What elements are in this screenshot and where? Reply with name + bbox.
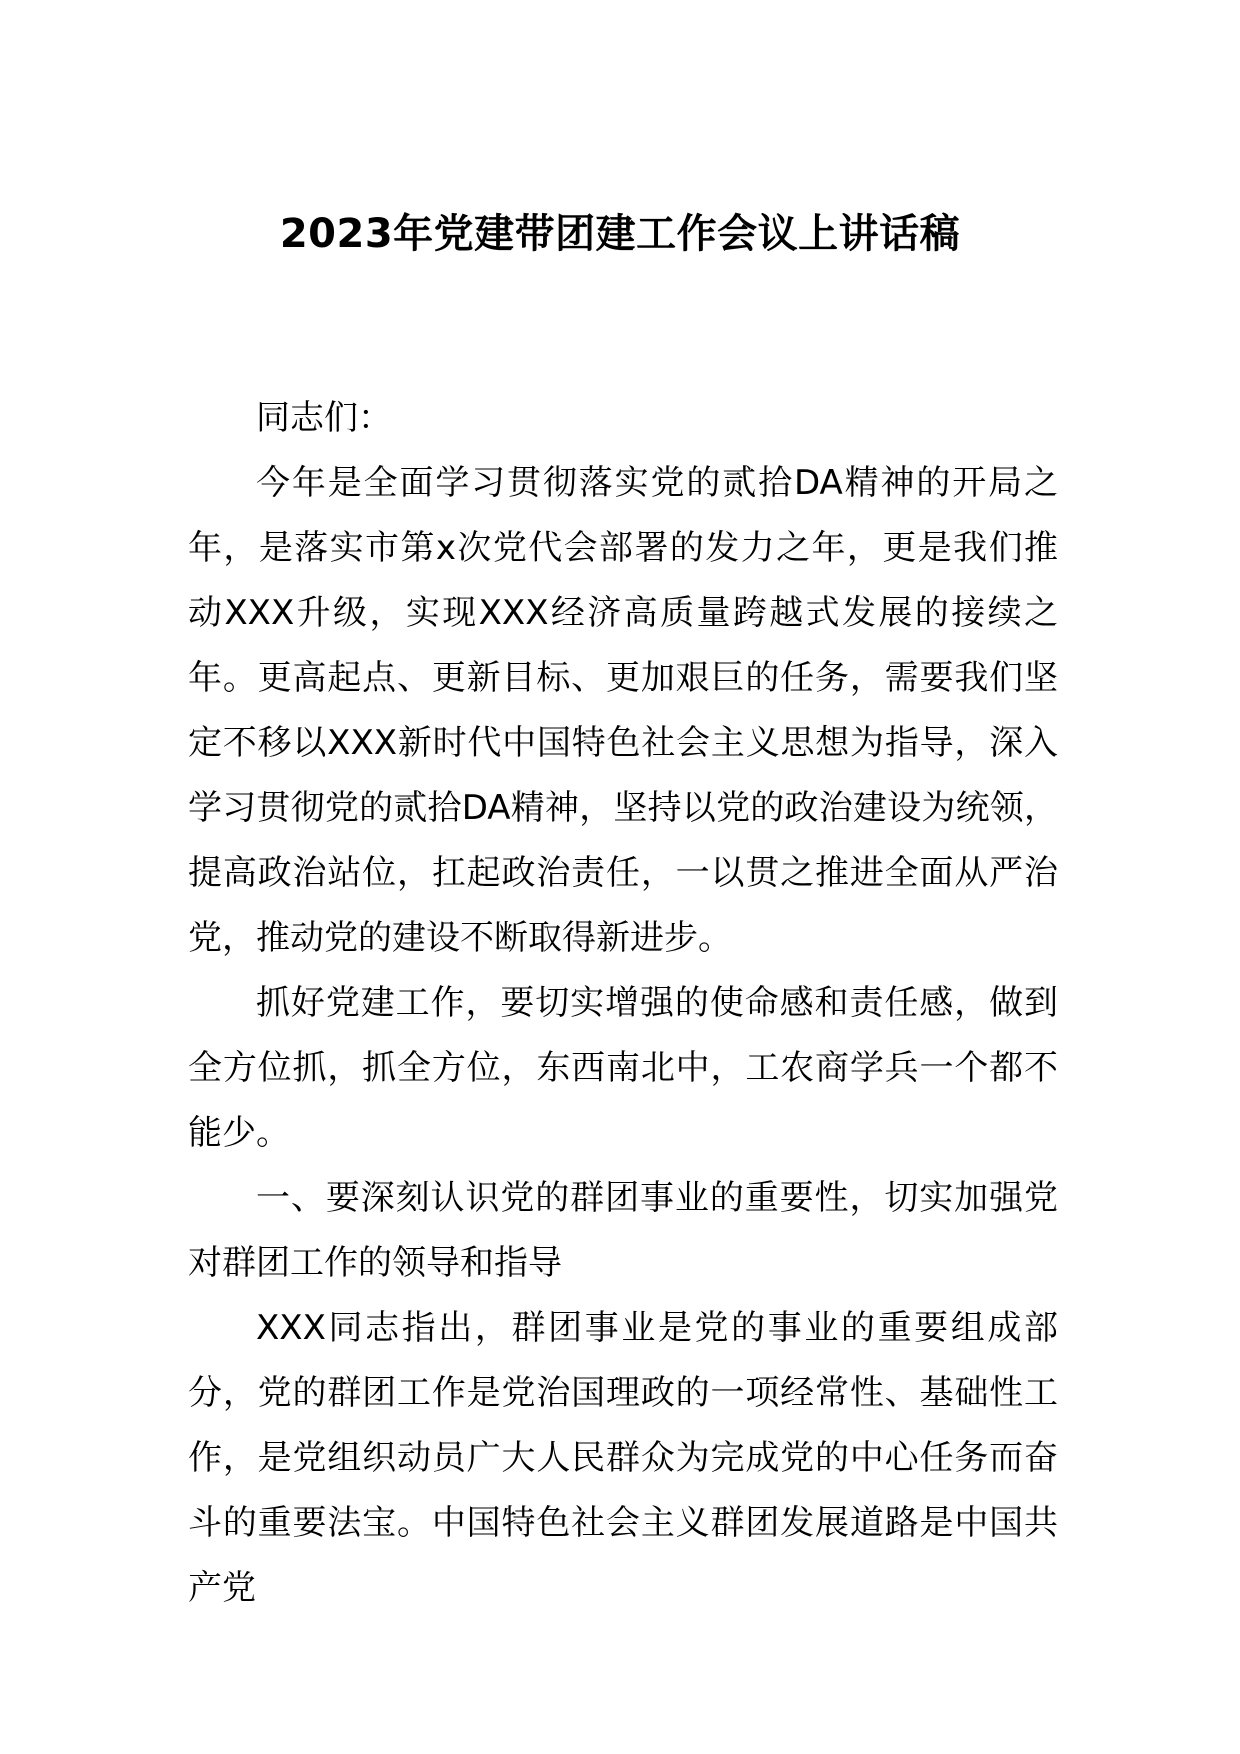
salutation: 同志们： — [256, 398, 392, 438]
document-title: 2023年党建带团建工作会议上讲话稿 — [279, 211, 961, 257]
document-body — [188, 386, 1058, 1621]
paragraph-2: 抓好党建工作，要切实增强的使命感和责任感，做到全方位抓，抓全方位，东西南北中，工农商学兵一个都不能少。 — [188, 983, 1058, 1153]
section-heading-1: 一、要深刻认识党的群团事业的重要性，切实加强党对群团工作的领导和指导 — [188, 1178, 1058, 1283]
paragraph-1: 今年是全面学习贯彻落实党的贰拾DA精神的开局之年，是落实市第x次党代会部署的发力之年，更是我们推动XXX升级，实现XXX经济高质量跨越式发展的接续之年。更高起点、更新目标、更加艰巨的任务，需要我们坚定不移以XXX新时代中国特色社会主义思想为指导，深入学习贯彻党的贰拾DA精神，坚持以党的政治建设为统领，提高政治站位，扛起政治责任，一以贯之推进全面从严治党，推动党的建设不断取得新进步。 — [188, 463, 1058, 958]
paragraph-3: XXX同志指出，群团事业是党的事业的重要组成部分，党的群团工作是党治国理政的一项经常性、基础性工作，是党组织动员广大人民群众为完成党的中心任务而奋斗的重要法宝。中国特色社会主义群团发展道路是中国共产党 — [188, 1308, 1058, 1608]
